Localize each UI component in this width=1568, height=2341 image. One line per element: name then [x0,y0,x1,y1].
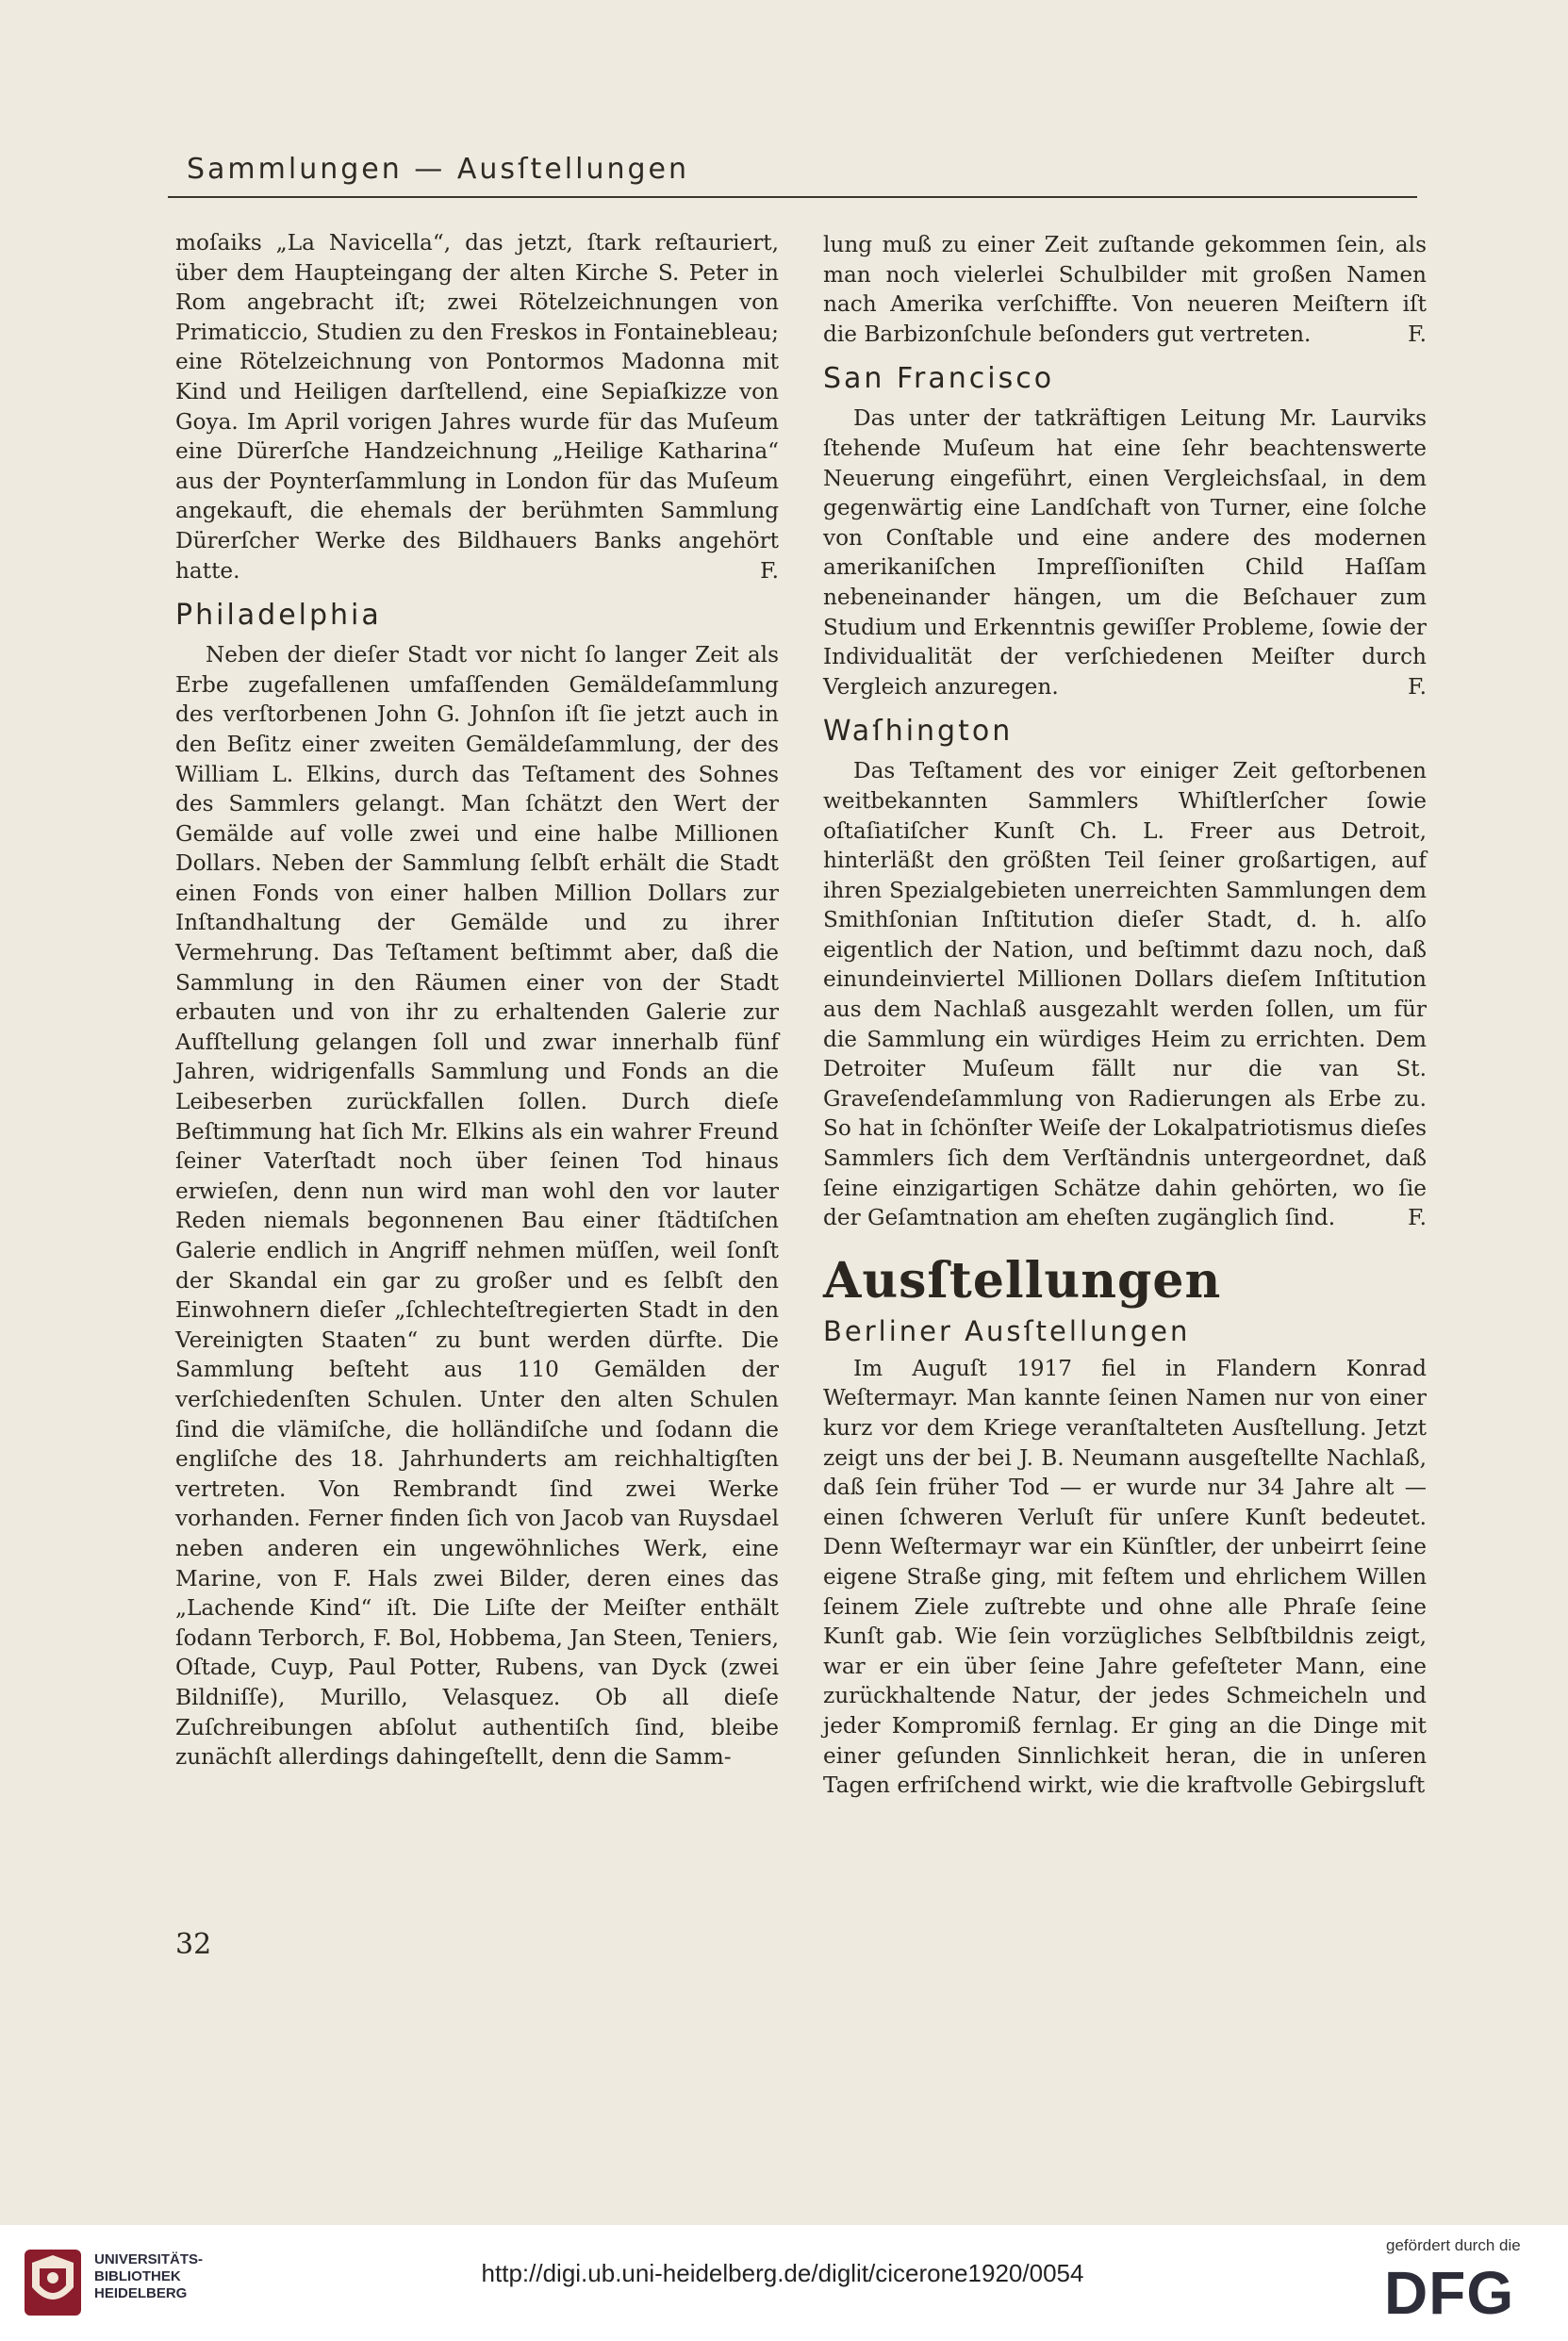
library-line: UNIVERSITÄTS- [94,2251,204,2267]
header-rule [168,196,1417,198]
paragraph [175,640,779,1772]
author-initial: F. [760,557,779,584]
paragraph-text: Im Auguſt 1917 fiel in Flandern Konrad Weſtermayr. Man kannte ſeinen Namen nur von einer kurz vor dem Kriege veranſtalteten Ausſtellung. Jetzt zeigt uns der bei J. B. Neumann ausgeſtellte Nachlaß, daß ſein früher Tod — er wurde nur 34 Jahre alt — einen ſchweren Verluſt für unſere Kunſt bedeutet. Denn Weſtermayr war ein Künſtler, der unbeirrt ſeine eigene Straße ging, mit feſtem und ehrlichem Willen ſeinem Ziele zuſtrebte und ohne alle Phraſe ſeine Kunſt gab. Wie ſein vorzügliches Selbſtbildnis zeigt, war er ein über ſeine Jahre gefeſteter Mann, eine zurückhaltende Natur, der jedes Schmeicheln und jeder Kompromiß fernlag. Er ging an die Dinge mit einer geſunden Sinnlichkeit heran, die in unſeren Tagen erfriſchend wirkt, wie die kraftvolle Gebirgsluft [823,1355,1427,1799]
city-heading: Waſhington [823,715,1014,749]
author-initial: F. [1408,673,1427,700]
library-name [94,2251,203,2302]
library-line: BIBLIOTHEK [94,2268,181,2284]
right-column [823,230,1427,1801]
library-line: HEIDELBERG [94,2285,188,2301]
paragraph [823,230,1427,349]
paragraph-text: lung muß zu einer Zeit zuſtande gekommen ſein, als man noch vielerlei Schulbilder mit großen Namen nach Amerika verſchiffte. Von neueren Meiſtern iſt die Barbizonſchule beſonders gut vertreten. [823,232,1427,347]
paragraph [175,228,779,585]
city-heading: Philadelphia [175,599,382,633]
university-seal-icon [19,2244,87,2321]
paragraph-text: Das Teſtament des vor einiger Zeit geſtorbenen weitbekannten Sammlers Whiſtlerſcher ſowie oſtaſiatiſcher Kunſt Ch. L. Freer aus Detroit, hinterläßt den größten Teil ſeiner großartigen, auf ihren Spezialgebieten unerreichten Sammlungen dem Smithſonian Inſtitution dieſer Stadt, d. h. alſo eigentlich der Nation, und beſtimmt dazu noch, daß einundeinviertel Millionen Dollars dieſem Inſtitution aus dem Nachlaß ausgezahlt werden ſollen, um für die Sammlung ein würdiges Heim zu errichten. Dem Detroiter Muſeum fällt nur die van St. Graveſendeſammlung von Radierungen als Erbe zu. So hat in ſchönſter Weiſe der Lokalpatriotismus dieſes Sammlers ſich dem Verſtändnis untergeordnet, daß ſeine einzigartigen Schätze dahin gehörten, wo ſie der Geſamtnation am eheſten zugänglich ſind. [823,758,1427,1231]
paragraph-text: Neben der dieſer Stadt vor nicht ſo langer Zeit als Erbe zugefallenen umfaſſenden Gemäldeſammlung des verſtorbenen John G. Johnſon iſt ſie jetzt auch in den Beſitz einer zweiten Gemäldeſammlung, der des William L. Elkins, durch das Teſtament des Sohnes des Sammlers gelangt. Man ſchätzt den Wert der Gemälde auf volle zwei und eine halbe Millionen Dollars. Neben der Sammlung ſelbſt erhält die Stadt einen Fonds von einer halben Million Dollars zur Inſtandhaltung der Gemälde und zu ihrer Vermehrung. Das Teſtament beſtimmt aber, daß die Sammlung in den Räumen einer von der Stadt erbauten und von ihr zu erhaltenden Galerie zur Aufſtellung gelangen ſoll und zwar innerhalb fünf Jahren, widrigenfalls Sammlung und Fonds an die Leibeserben zurückfallen ſollen. Durch dieſe Beſtimmung hat ſich Mr. Elkins als ein wahrer Freund ſeiner Vaterſtadt noch über ſeinen Tod hinaus erwieſen, denn nun wird man wohl den vor lauter Reden niemals begonnenen Bau einer ſtädtiſchen Galerie endlich in Angriff nehmen müſſen, weil ſonſt der Skandal ein gar zu großer und es ſelbſt den Einwohnern dieſer „ſchlechteſtregierten Stadt in den Vereinigten Staaten“ zu bunt werden dürfte. Die Sammlung beſteht aus 110 Gemälden der verſchiedenſten Schulen. Unter den alten Schulen ſind die vlämiſche, die holländiſche und ſodann die engliſche des 18. Jahrhunderts am reichhaltigſten vertreten. Von Rembrandt ſind zwei Werke vorhanden. Ferner finden ſich von Jacob van Ruysdael neben anderen ein ungewöhnliches Werk, eine Marine, von F. Hals zwei Bilder, deren eines das „Lachende Kind“ iſt. Die Liſte der Meiſter enthält ſodann Terborch, F. Bol, Hobbema, Jan Steen, Teniers, Oſtade, Cuyp, Paul Potter, Rubens, van Dyck (zwei Bildniſſe), Murillo, Velasquez. Ob all dieſe Zuſchreibungen abſolut authentiſch ſind, bleibe zunächſt allerdings dahingeſtellt, denn die Samm- [175,642,779,1771]
dfg-logo: DFG [1384,2259,1515,2327]
footer-bar [0,2225,1568,2341]
left-column [175,228,779,1772]
source-url-link[interactable]: http://digi.ub.uni-heidelberg.de/diglit/cicerone1920/0054 [481,2259,1084,2287]
section-title: Ausſtellungen [823,1251,1222,1310]
subsection-heading: Berliner Ausſtellungen [823,1314,1191,1347]
author-initial: F. [1408,321,1427,347]
running-head: Sammlungen — Ausſtellungen [187,153,689,186]
paragraph-text: moſaiks „La Navicella“, das jetzt, ſtark reſtauriert, über dem Haupteingang der alten Kirche S. Peter in Rom angebracht iſt; zwei Rötelzeichnungen von Primaticcio, Studien zu den Freskos in Fontainebleau; eine Rötelzeichnung von Pontormos Madonna mit Kind und Heiligen darſtellend, eine Sepiaſkizze von Goya. Im April vorigen Jahres wurde für das Muſeum eine Dürerſche Handzeichnung „Heilige Katharina“ aus der Poynterſammlung in London für das Muſeum angekauft, die ehemals der berühmten Sammlung Dürerſcher Werke des Bildhauers Banks angehört hatte. [175,230,779,584]
city-heading: San Francisco [823,362,1055,396]
paragraph-text: Das unter der tatkräftigen Leitung Mr. Laurviks ſtehende Muſeum hat eine ſehr beachtenswerte Neuerung eingeführt, einen Vergleichsſaal, in dem gegenwärtig eine Landſchaft von Turner, eine ſolche von Conſtable und eine andere des modernen amerikaniſchen Impreſſioniſten Child Haſſam nebeneinander hängen, um die Beſchauer zum Studium und Erkenntnis gewiſſer Probleme, ſowie der Individualität der verſchiedenen Meiſter durch Vergleich anzuregen. [823,405,1427,700]
paragraph [823,404,1427,701]
author-initial: F. [1408,1205,1427,1231]
funder-note: gefördert durch die [1386,2236,1521,2254]
paragraph [823,1354,1427,1801]
page-number: 32 [175,1928,212,1961]
paragraph [823,756,1427,1233]
